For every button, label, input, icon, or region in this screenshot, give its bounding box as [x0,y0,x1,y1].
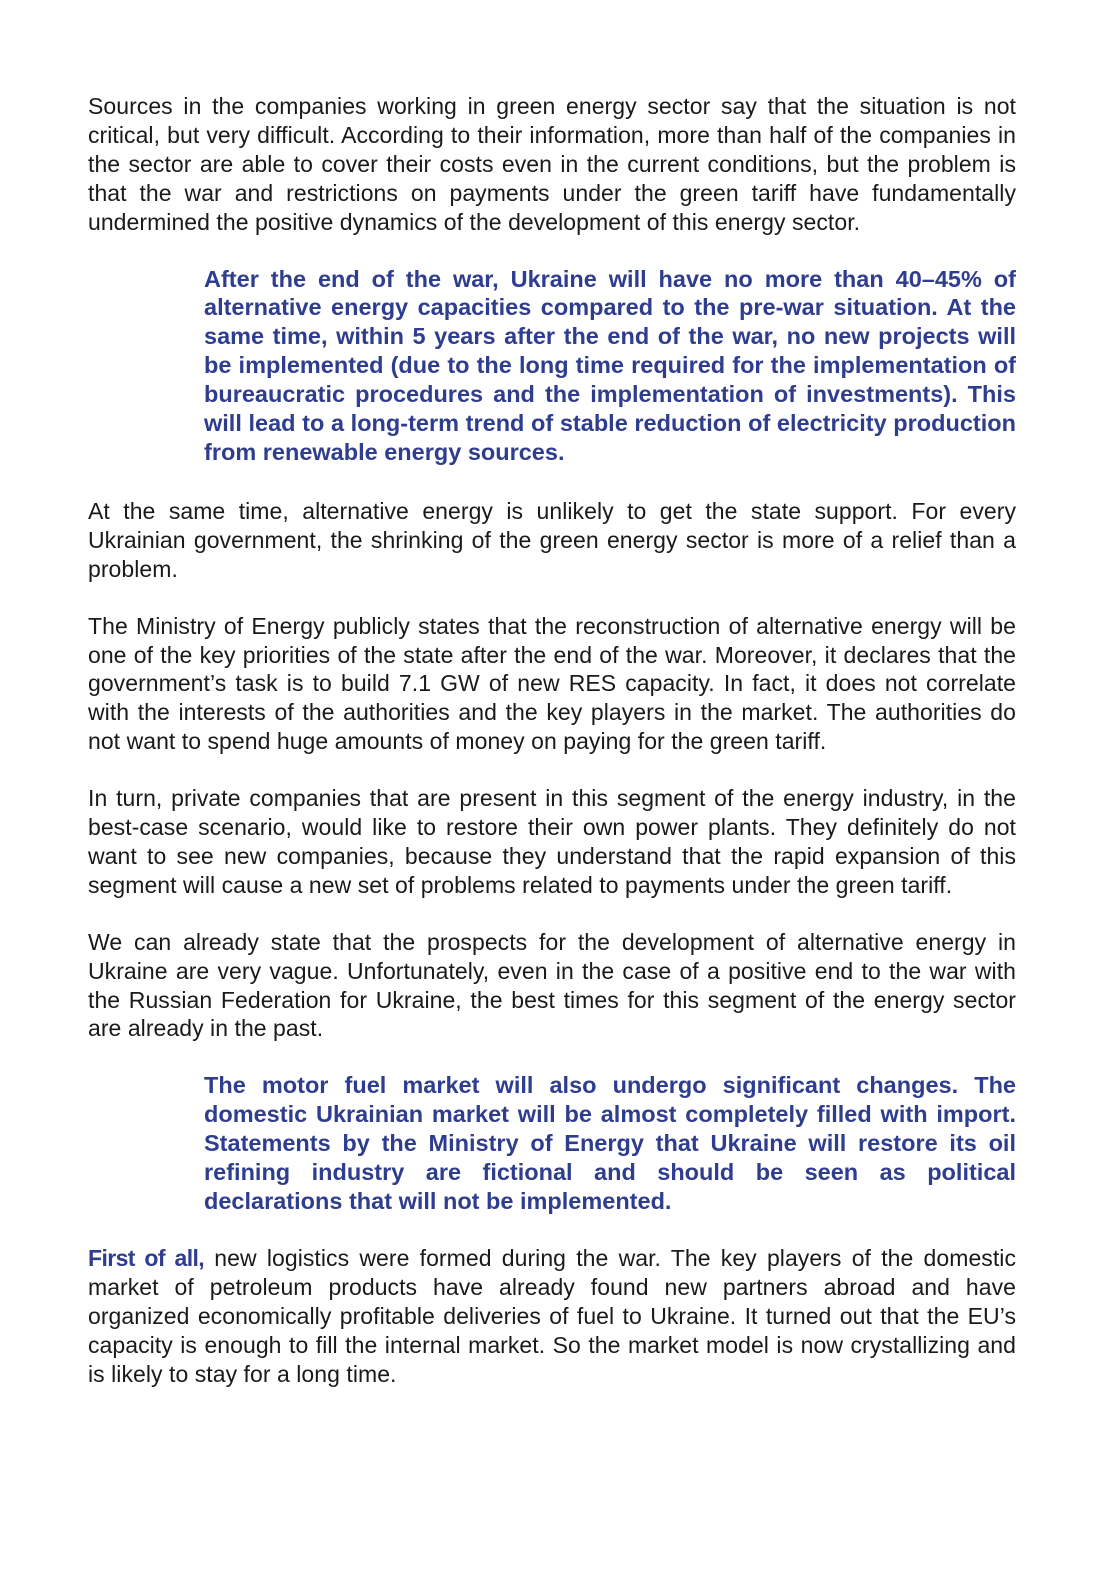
paragraph-lead-first-of-all: First of all, [88,1244,205,1271]
callout-motor-fuel-market: The motor fuel market will also undergo significant changes. The domestic Ukrainian market will be almost completely filled with import. Statements by the Ministry of Energy that Ukraine will restore its oil refining industry are fictional and should be seen as political declarations that will not be implemented. [204,1072,1016,1214]
paragraph-ministry-of-energy: The Ministry of Energy publicly states that the reconstruction of alternative energy will be one of the key priorities of the state after the end of the war. Moreover, it declares that the government’s task is to build 7.1 GW of new RES capacity. In fact, it does not correlate with the interests of the authorities and the key players in the market. The authorities do not want to spend huge amounts of money on paying for the green tariff. [88,612,1016,755]
paragraph-prospects: We can already state that the prospects for the development of alternative energy in Ukraine are very vague. Unfortunately, even in the case of a positive end to the war with the Russian Federation for Ukraine, the best times for this segment of the energy sector are already in the past. [88,928,1016,1042]
paragraph-state-support: At the same time, alternative energy is unlikely to get the state support. For every Ukrainian government, the shrinking of the green energy sector is more of a relief than a problem. [88,497,1016,582]
callout-alternative-energy-forecast: After the end of the war, Ukraine will have no more than 40–45% of alternative energy capacities compared to the pre-war situation. At the same time, within 5 years after the end of the war, no new projects will be implemented (due to the long time required for the implementation of bureaucratic procedures and the implementation of investments). This will lead to a long-term trend of stable reduction of electricity production from renewable energy sources. [204,265,1016,465]
paragraph-green-energy-situation: Sources in the companies working in green energy sector say that the situation is not critical, but very difficult. According to their information, more than half of the companies in the sector are able to cover their costs even in the current conditions, but the problem is that the war and restrictions on payments under the green tariff have fundamentally undermined the positive dynamics of the development of this energy sector. [88,93,1016,235]
document-page [88,92,1016,1416]
paragraph-private-companies: In turn, private companies that are present in this segment of the energy industry, in the best-case scenario, would like to restore their own power plants. They definitely do not want to see new companies, because they understand that the rapid expansion of this segment will cause a new set of problems related to payments under the green tariff. [88,785,1016,898]
paragraph-new-logistics-body: new logistics were formed during the war. The key players of the domestic market of petroleum products have already found new partners abroad and have organized economically profitable deliveries of fuel to Ukraine. It turned out that the EU’s capacity is enough to fill the internal market. So the market model is now crystallizing and is likely to stay for a long time. [88,1244,1016,1387]
paragraph-new-logistics [88,1244,1016,1389]
